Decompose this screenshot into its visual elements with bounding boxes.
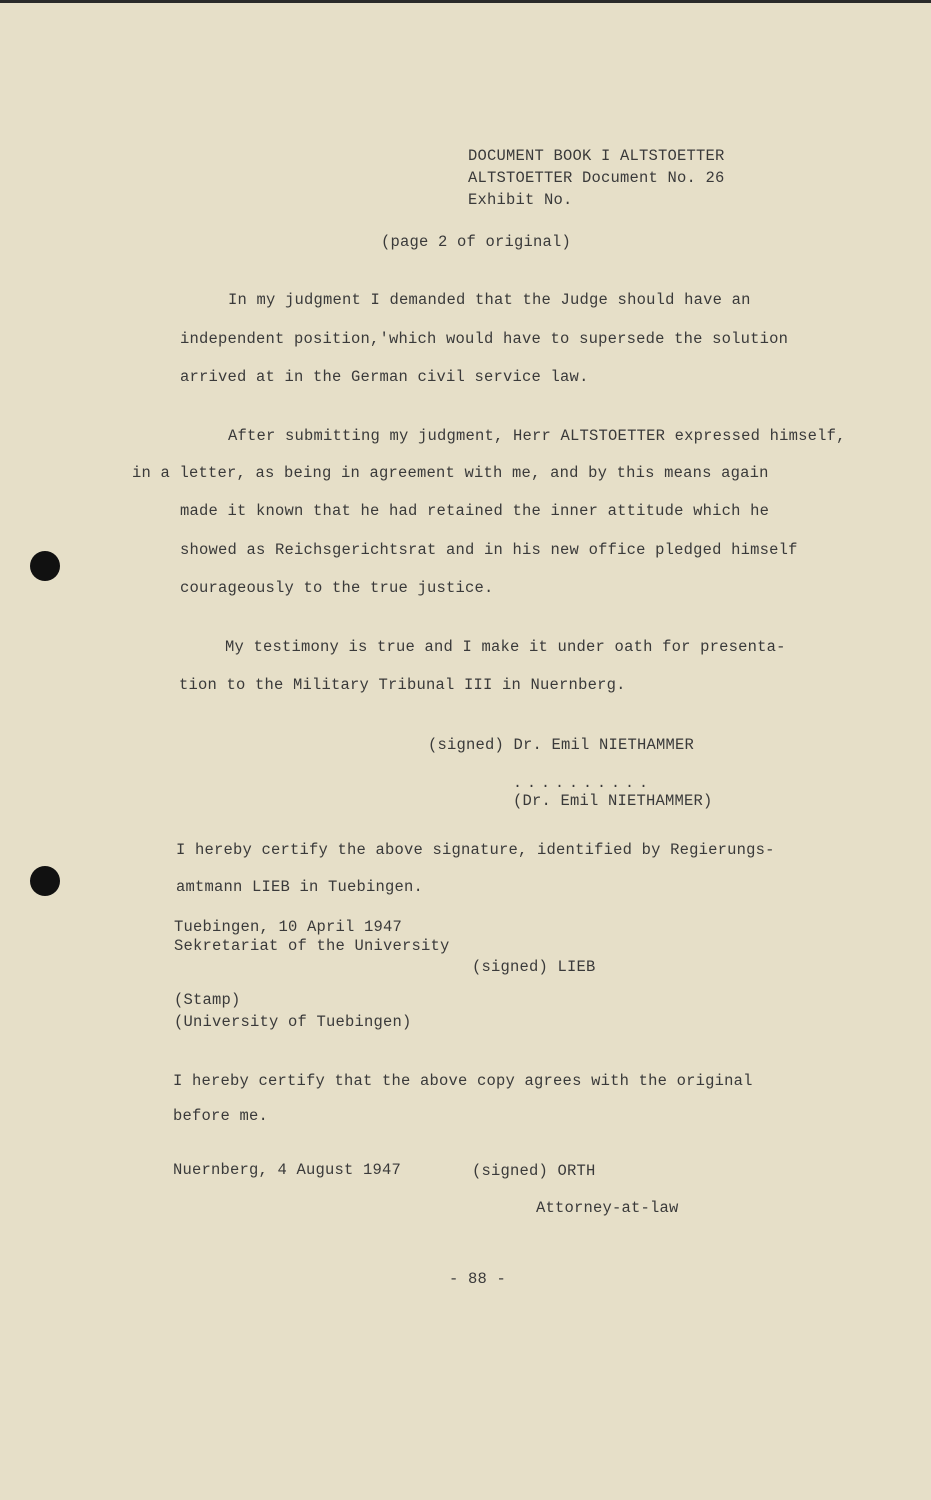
header-document-book: DOCUMENT BOOK I ALTSTOETTER xyxy=(468,147,725,165)
paragraph-2-line-2: in a letter, as being in agreement with me, and by this means again xyxy=(132,464,769,482)
certification-1-signed: (signed) LIEB xyxy=(472,958,596,976)
paragraph-2-line-4: showed as Reichsgerichtsrat and in his new office pledged himself xyxy=(180,541,798,559)
paragraph-3-line-2: tion to the Military Tribunal III in Nuernberg. xyxy=(179,676,626,694)
header-exhibit-number: Exhibit No. xyxy=(468,191,573,209)
punch-hole-lower xyxy=(30,866,60,896)
certification-2-line-2: before me. xyxy=(173,1107,269,1125)
certification-2-signed: (signed) ORTH xyxy=(472,1162,596,1180)
paragraph-3-line-1: My testimony is true and I make it under oath for presenta- xyxy=(225,638,786,656)
certification-1-place-date: Tuebingen, 10 April 1947 xyxy=(174,918,403,936)
paragraph-2-line-3: made it known that he had retained the inner attitude which he xyxy=(180,502,770,520)
page-of-original-note: (page 2 of original) xyxy=(381,233,572,251)
certification-1-line-2: amtmann LIEB in Tuebingen. xyxy=(176,878,424,896)
certification-2-place-date: Nuernberg, 4 August 1947 xyxy=(173,1161,402,1179)
header-document-number: ALTSTOETTER Document No. 26 xyxy=(468,169,725,187)
attorney-title: Attorney-at-law xyxy=(536,1199,679,1217)
paragraph-2-line-5: courageously to the true justice. xyxy=(180,579,494,597)
page-number: - 88 - xyxy=(449,1270,507,1288)
certification-2-line-1: I hereby certify that the above copy agrees with the original xyxy=(173,1072,753,1090)
certification-1-line-1: I hereby certify the above signature, identified by Regierungs- xyxy=(176,841,775,859)
paragraph-1-line-2: independent position,'which would have to supersede the solution xyxy=(180,330,789,348)
stamp-label: (Stamp) xyxy=(174,991,241,1009)
paragraph-2-line-1: After submitting my judgment, Herr ALTSTOETTER expressed himself, xyxy=(228,427,846,445)
signature-dotted-line: .......... xyxy=(513,775,654,792)
scan-top-edge xyxy=(0,0,931,3)
signatory-typed-name: (Dr. Emil NIETHAMMER) xyxy=(513,792,713,810)
certification-1-office: Sekretariat of the University xyxy=(174,937,450,955)
stamp-university: (University of Tuebingen) xyxy=(174,1013,412,1031)
paragraph-1-line-3: arrived at in the German civil service law. xyxy=(180,368,589,386)
signed-line: (signed) Dr. Emil NIETHAMMER xyxy=(428,736,695,754)
punch-hole-upper xyxy=(30,551,60,581)
paragraph-1-line-1: In my judgment I demanded that the Judge should have an xyxy=(228,291,751,309)
